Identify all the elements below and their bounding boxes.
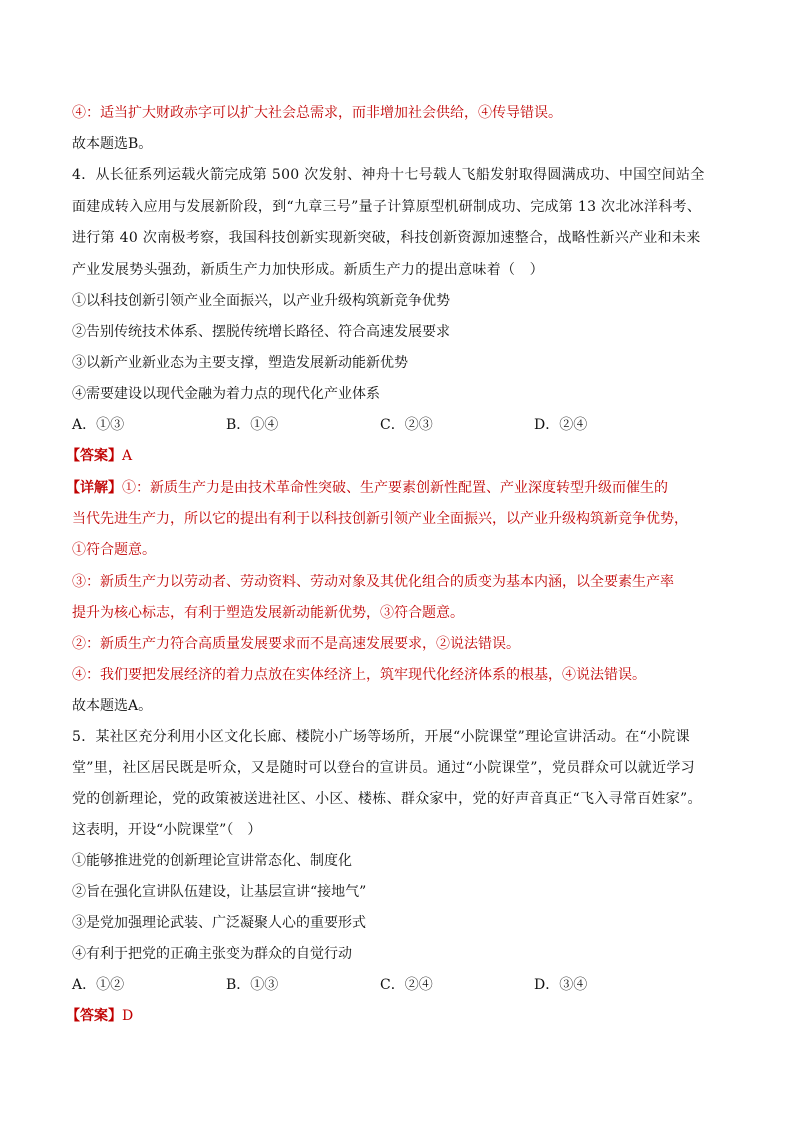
q4-detail-line: 当代先进生产力，所以它的提出有利于以科技创新引领产业全面振兴，以产业升级构筑新竞争优势， — [72, 511, 688, 527]
q5-statement: ④有利于把党的正确主张变为群众的自觉行动 — [72, 946, 352, 962]
q5-stem-line: 这表明，开设“小院课堂”（ ） — [72, 822, 262, 838]
q4-stem-line: 面建成转入应用与发展新阶段，到“九章三号”量子计算原型机研制成功、完成第 13 次北冰洋科考、 — [72, 199, 702, 215]
q4-options — [72, 415, 672, 435]
answer-value: A — [122, 448, 133, 464]
q4-detail-line: ③：新质生产力以劳动者、劳动资料、劳动对象及其优化组合的质变为基本内涵，以全要素生产率 — [72, 574, 674, 590]
q5-option-c: C．②④ — [380, 977, 433, 993]
q4-statement: ②告别传统技术体系、摆脱传统增长路径、符合高速发展要求 — [72, 324, 450, 340]
detail-tag: 【详解】 — [66, 480, 122, 496]
prev-conclusion: 故本题选B。 — [72, 136, 153, 152]
q5-statement: ②旨在强化宣讲队伍建设，让基层宣讲“接地气” — [72, 884, 367, 900]
q5-statement: ③是党加强理论武装、广泛凝聚人心的重要形式 — [72, 915, 366, 931]
q4-statement: ④需要建设以现代金融为着力点的现代化产业体系 — [72, 386, 380, 402]
q4-option-a: A．①③ — [72, 417, 125, 433]
q4-conclusion: 故本题选A。 — [72, 698, 153, 714]
q4-option-b: B．①④ — [226, 417, 279, 433]
q4-stem-line: 进行第 40 次南极考察，我国科技创新实现新突破，科技创新资源加速整合，战略性新兴产业和未来 — [72, 230, 701, 246]
q4-statement: ③以新产业新业态为主要支撑，塑造发展新动能新优势 — [72, 355, 408, 371]
q4-detail-line: ②：新质生产力符合高质量发展要求而不是高速发展要求，②说法错误。 — [72, 636, 520, 652]
q4-stem-line: 产业发展势头强劲，新质生产力加快形成。新质生产力的提出意味着（ ） — [72, 262, 544, 278]
answer-value: D — [122, 1008, 134, 1024]
q5-answer — [66, 1006, 133, 1026]
q4-detail-line: ①符合题意。 — [72, 542, 156, 558]
q4-detail-line — [66, 478, 668, 498]
q4-detail-line: ④：我们要把发展经济的着力点放在实体经济上，筑牢现代化经济体系的根基，④说法错误。 — [72, 667, 646, 683]
q5-statement: ①能够推进党的创新理论宣讲常态化、制度化 — [72, 853, 352, 869]
q4-stem-line: 4．从长征系列运载火箭完成第 500 次发射、神舟十七号载人飞船发射取得圆满成功、中国空间站全 — [72, 167, 705, 183]
q5-stem-line: 5．某社区充分利用小区文化长廊、楼院小广场等场所，开展“小院课堂”理论宣讲活动。在“小院课 — [72, 729, 690, 745]
prev-analysis-line: ④：适当扩大财政赤字可以扩大社会总需求，而非增加社会供给，④传导错误。 — [72, 105, 562, 121]
answer-tag: 【答案】 — [66, 448, 122, 464]
q4-statement: ①以科技创新引领产业全面振兴，以产业升级构筑新竞争优势 — [72, 293, 450, 309]
q5-options — [72, 975, 672, 995]
q4-detail-line: 提升为核心标志，有利于塑造发展新动能新优势，③符合题意。 — [72, 605, 464, 621]
answer-tag: 【答案】 — [66, 1008, 122, 1024]
q5-stem-line: 堂”里，社区居民既是听众，又是随时可以登台的宣讲员。通过“小院课堂”，党员群众可以就近学习 — [72, 760, 695, 776]
q5-option-b: B．①③ — [226, 977, 279, 993]
q4-answer — [66, 446, 132, 466]
q5-stem-line: 党的创新理论，党的政策被送进社区、小区、楼栋、群众家中，党的好声音真正“飞入寻常百姓家”。 — [72, 791, 702, 807]
q4-option-d: D．②④ — [534, 417, 588, 433]
q4-option-c: C．②③ — [380, 417, 433, 433]
q5-option-d: D．③④ — [534, 977, 588, 993]
q5-option-a: A．①② — [72, 977, 125, 993]
detail-text: ①：新质生产力是由技术革命性突破、生产要素创新性配置、产业深度转型升级而催生的 — [122, 480, 668, 496]
